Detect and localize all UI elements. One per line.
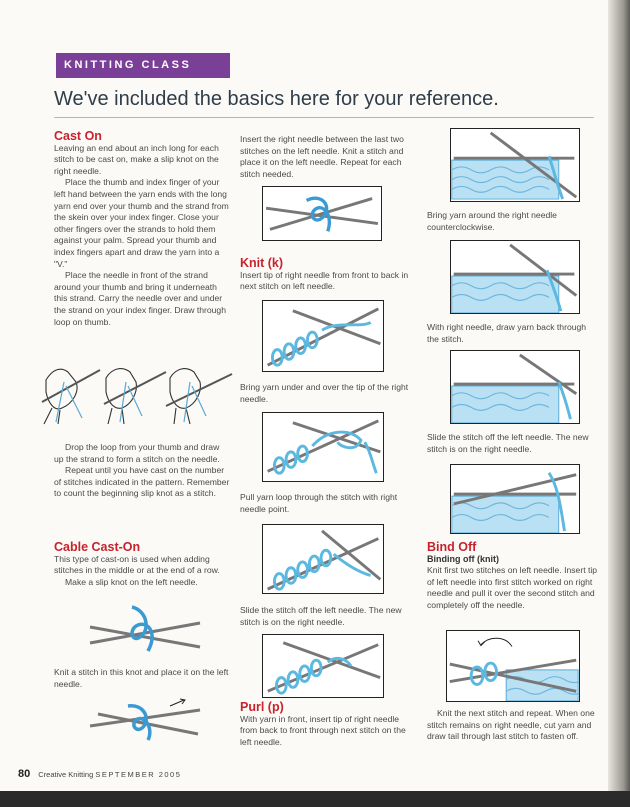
cast-on-step-2: Place the thumb and index finger of your left hand between the yarn ends with the long yarn end over your thumb and the strand from the skein over your index finger. Close your other fingers over the strands to hold them against your palm. Spread your thumb and index fingers apart and draw the yarn into a "V." [54, 177, 229, 269]
bind-off-heading: Bind Off [427, 540, 477, 554]
bind-off-subheading: Binding off (knit) [427, 553, 499, 564]
page-gutter-shadow [608, 0, 630, 807]
bottom-edge [0, 791, 630, 807]
knit-figure-3 [262, 524, 384, 594]
cable-cast-on-step-1: Make a slip knot on the left needle. [65, 576, 198, 587]
purl-figure-5 [450, 464, 580, 534]
cable-cast-on-continued: Insert the right needle between the last two stitches on the left needle. Knit a stitch and place it on the left needle. Repeat for each stitch needed. [240, 134, 404, 179]
cast-on-continued [54, 442, 230, 500]
purl-section [240, 702, 416, 748]
knit-heading: Knit (k) [240, 256, 284, 270]
cast-on-section [54, 131, 230, 328]
knit-section [240, 258, 416, 293]
purl-caption-draw: With right needle, draw yarn back through the stitch. [427, 322, 587, 344]
purl-figure-4 [450, 350, 580, 424]
cast-on-hands-illustration [38, 352, 234, 426]
bind-off-section [427, 542, 599, 612]
purl-figure-2 [450, 128, 580, 202]
bind-off-step-2: Knit the next stitch and repeat. When one stitch remains on right needle, cut yarn and draw tail through last stitch to fasten off. [427, 708, 595, 742]
knit-caption-bring: Bring yarn under and over the tip of the right needle. [240, 382, 409, 404]
cable-cast-on-figure-3 [262, 186, 382, 241]
bind-off-step-1: Knit first two stitches on left needle. Insert tip of left needle into first stitch worked on right needle and pull it over the second stitch and completely off the needle. [427, 565, 598, 610]
section-banner: KNITTING CLASS [56, 53, 230, 78]
page-footer [18, 768, 181, 780]
cable-cast-on-caption: Knit a stitch in this knot and place it on the left needle. [54, 667, 229, 689]
knit-caption-pull: Pull yarn loop through the stitch with right needle point. [240, 492, 398, 514]
page-headline: We've included the basics here for your reference. [54, 88, 499, 110]
cable-cast-on-figure-2 [88, 696, 202, 746]
knit-figure-2 [262, 412, 384, 482]
cast-on-step-4: Drop the loop from your thumb and draw up the strand to form a stitch on the needle. [54, 442, 220, 464]
page-number: 80 [18, 768, 31, 780]
knit-step-1: Insert tip of right needle from front to back in next stitch on left needle. [240, 269, 409, 292]
purl-heading: Purl (p) [240, 700, 284, 714]
knit-caption-slide: Slide the stitch off the left needle. The new stitch is on the right needle. [240, 605, 402, 627]
purl-caption-slide: Slide the stitch off the left needle. The new stitch is on the right needle. [427, 432, 589, 454]
bind-off-figure [446, 630, 580, 702]
cast-on-heading: Cast On [54, 129, 102, 143]
magazine-name: Creative Knitting [38, 770, 94, 779]
cable-cast-on-intro: This type of cast-on is used when adding stitches in the middle or at the end of a row. [54, 553, 220, 576]
purl-caption-bring: Bring yarn around the right needle counterclockwise. [427, 210, 557, 232]
cable-cast-on-heading: Cable Cast-On [54, 540, 141, 554]
purl-step-1: With yarn in front, insert tip of right needle from back to front through next stitch on the left needle. [240, 713, 406, 747]
cast-on-step-1: Leaving an end about an inch long for each stitch to be cast on, make a slip knot on the right needle. [54, 142, 219, 176]
cable-cast-on-section [54, 542, 230, 588]
purl-figure-3 [450, 240, 580, 314]
cable-cast-on-figure-1 [88, 603, 202, 659]
purl-figure [262, 634, 384, 698]
divider [54, 117, 594, 118]
issue-date: SEPTEMBER 2005 [95, 770, 182, 779]
cast-on-step-3: Place the needle in front of the strand around your thumb and bring it underneath this strand. Carry the needle over and under the strand on your index finger. Draw through loop on thumb. [54, 270, 226, 327]
cast-on-step-5: Repeat until you have cast on the number of stitches indicated in the pattern. Remember to count the beginning slip knot as a stitch. [54, 465, 230, 499]
knit-figure-1 [262, 300, 384, 372]
